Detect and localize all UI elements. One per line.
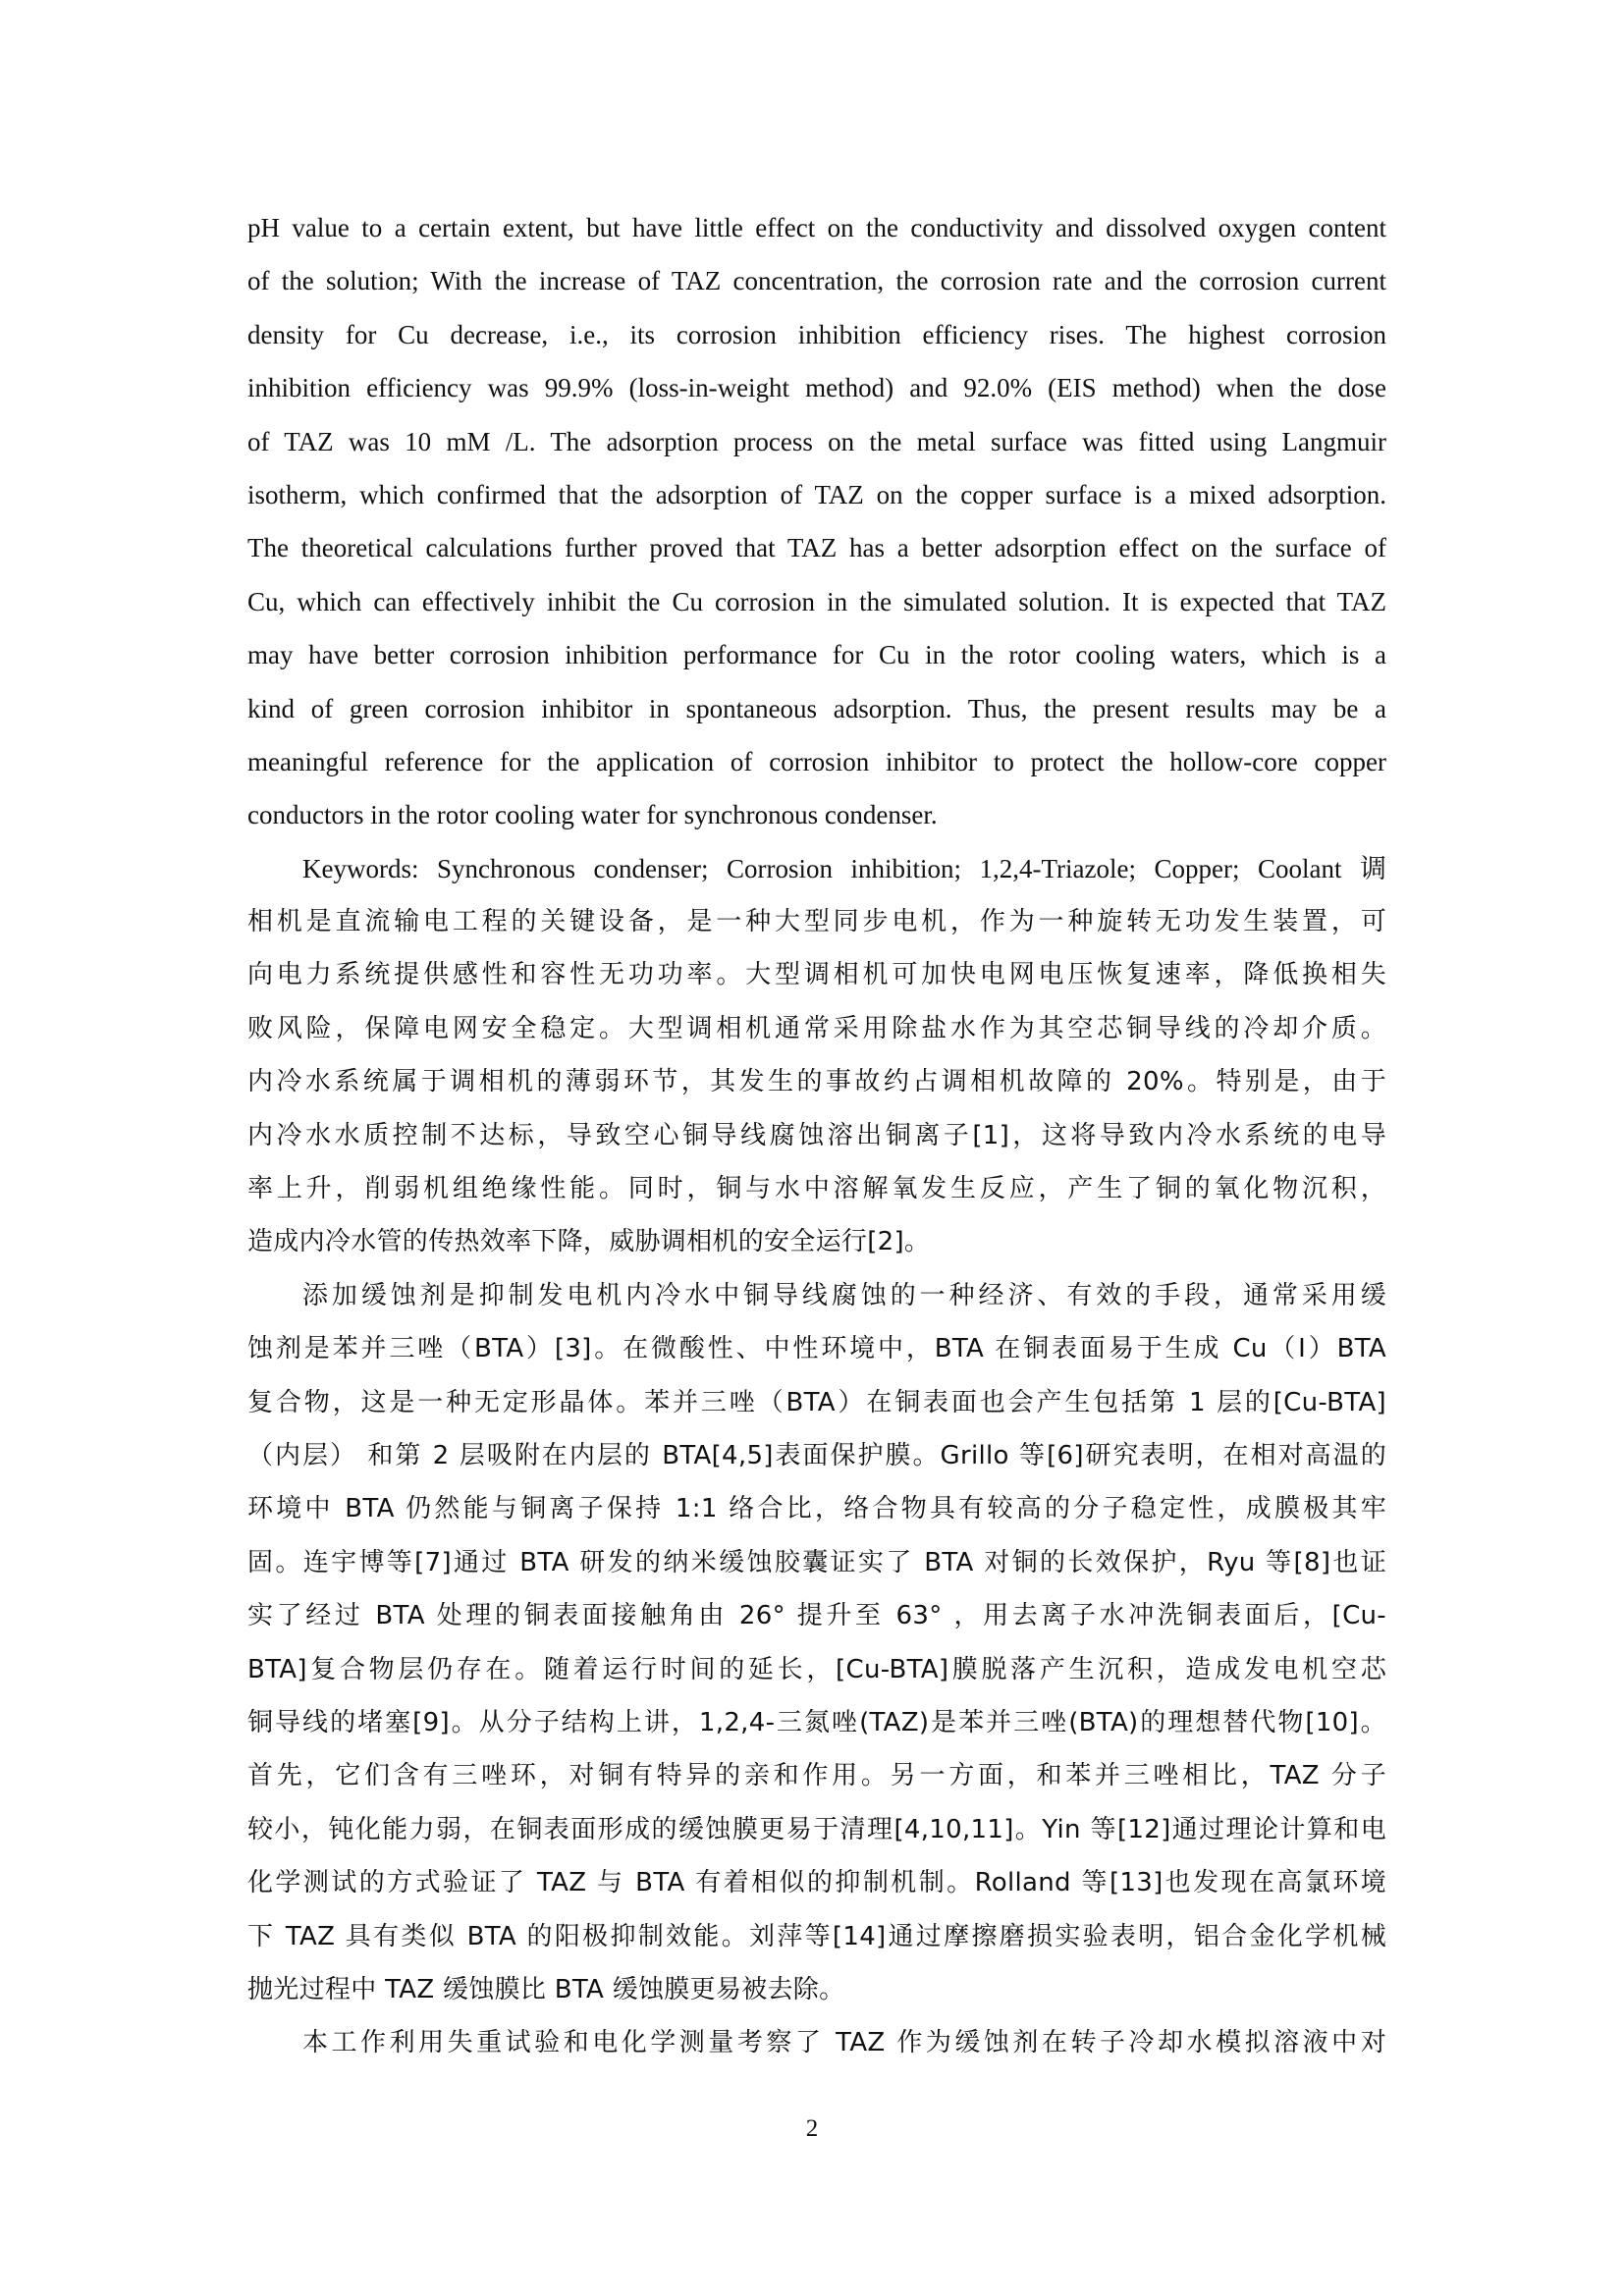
paragraph-line: 蚀剂是苯并三唑（BTA）[3]。在微酸性、中性环境中，BTA 在铜表面易于生成 Cu（I）BTA xyxy=(247,1334,1386,1364)
paragraph-line: 败风险，保障电网安全稳定。大型调相机通常采用除盐水作为其空芯铜导线的冷却介质。 xyxy=(247,1013,1386,1043)
paragraph-line: 首先，它们含有三唑环，对铜有特异的亲和作用。另一方面，和苯并三唑相比，TAZ 分子 xyxy=(247,1761,1386,1791)
intro-paragraph-1 xyxy=(247,895,1386,1269)
paragraph-line: 实了经过 BTA 处理的铜表面接触角由 26° 提升至 63° ，用去离子水冲洗铜表面后，[Cu- xyxy=(247,1601,1386,1631)
paragraph-line: 化学测试的方式验证了 TAZ 与 BTA 有着相似的抑制机制。Rolland 等[13]也发现在高氯环境 xyxy=(247,1868,1386,1898)
paragraph-line: 率上升，削弱机组绝缘性能。同时，铜与水中溶解氧发生反应，产生了铜的氧化物沉积， xyxy=(247,1174,1386,1204)
intro-paragraph-3 xyxy=(247,2016,1386,2069)
abstract-line: conductors in the rotor cooling water for synchronous condenser. xyxy=(247,800,938,830)
paragraph-line: 环境中 BTA 仍然能与铜离子保持 1:1 络合比，络合物具有较高的分子稳定性，成膜极其牢 xyxy=(247,1494,1386,1524)
intro-paragraph-2 xyxy=(247,1269,1386,2016)
paragraph-line: 抛光过程中 TAZ 缓蚀膜比 BTA 缓蚀膜更易被去除。 xyxy=(247,1974,845,2004)
abstract-line: The theoretical calculations further proved that TAZ has a better adsorption effect on the surface of xyxy=(247,533,1386,563)
paragraph-line: 添加缓蚀剂是抑制发电机内冷水中铜导线腐蚀的一种经济、有效的手段，通常采用缓 xyxy=(302,1280,1386,1310)
paragraph-line: 内冷水系统属于调相机的薄弱环节，其发生的事故约占调相机故障的 20%。特别是，由于 xyxy=(247,1067,1386,1097)
abstract-line: of the solution; With the increase of TAZ concentration, the corrosion rate and the corrosion current xyxy=(247,266,1386,296)
paragraph-line: 造成内冷水管的传热效率下降，威胁调相机的安全运行[2]。 xyxy=(247,1227,931,1257)
paragraph-line: （内层） 和第 2 层吸附在内层的 BTA[4,5]表面保护膜。Grillo 等[6]研究表明，在相对高温的 xyxy=(247,1440,1386,1470)
paragraph-line: 内冷水水质控制不达标，导致空心铜导线腐蚀溶出铜离子[1]，这将导致内冷水系统的电导 xyxy=(247,1120,1386,1150)
page-number: 2 xyxy=(805,2115,819,2142)
abstract-paragraph xyxy=(247,201,1386,842)
paragraph-line: 向电力系统提供感性和容性无功功率。大型调相机可加快电网电压恢复速率，降低换相失 xyxy=(247,960,1386,990)
paragraph-line: 相机是直流输电工程的关键设备，是一种大型同步电机，作为一种旋转无功发生装置，可 xyxy=(247,907,1386,937)
abstract-line: pH value to a certain extent, but have little effect on the conductivity and dissolved oxygen content xyxy=(247,213,1386,242)
abstract-line: isotherm, which confirmed that the adsorption of TAZ on the copper surface is a mixed adsorption. xyxy=(247,479,1386,509)
paragraph-line: BTA]复合物层仍存在。随着运行时间的延长，[Cu-BTA]膜脱落产生沉积，造成发电机空芯 xyxy=(247,1654,1386,1684)
abstract-line: of TAZ was 10 mM /L. The adsorption process on the metal surface was fitted using Langmuir xyxy=(247,426,1386,456)
abstract-line: density for Cu decrease, i.e., its corrosion inhibition efficiency rises. The highest corrosion xyxy=(247,319,1386,349)
abstract-line: may have better corrosion inhibition performance for Cu in the rotor cooling waters, which is a xyxy=(247,640,1386,670)
paper-body xyxy=(247,201,1386,2070)
abstract-line: Cu, which can effectively inhibit the Cu corrosion in the simulated solution. It is expected that TAZ xyxy=(247,586,1386,616)
keywords-line: Keywords: Synchronous condenser; Corrosion inhibition; 1,2,4-Triazole; Copper; Coolant 调 xyxy=(302,853,1386,883)
paragraph-line: 复合物，这是一种无定形晶体。苯并三唑（BTA）在铜表面也会产生包括第 1 层的[Cu-BTA] xyxy=(247,1387,1386,1417)
paragraph-line: 本工作利用失重试验和电化学测量考察了 TAZ 作为缓蚀剂在转子冷却水模拟溶液中对 xyxy=(302,2028,1386,2058)
abstract-line: inhibition efficiency was 99.9% (loss-in-weight method) and 92.0% (EIS method) when the dose xyxy=(247,373,1386,403)
abstract-line: kind of green corrosion inhibitor in spontaneous adsorption. Thus, the present results may be a xyxy=(247,693,1386,723)
paragraph-line: 固。连宇博等[7]通过 BTA 研发的纳米缓蚀胶囊证实了 BTA 对铜的长效保护，Ryu 等[8]也证 xyxy=(247,1547,1386,1577)
paragraph-line: 铜导线的堵塞[9]。从分子结构上讲，1,2,4-三氮唑(TAZ)是苯并三唑(BTA)的理想替代物[10]。 xyxy=(247,1707,1386,1737)
abstract-line: meaningful reference for the application of corrosion inhibitor to protect the hollow-core copper xyxy=(247,746,1386,776)
paragraph-line: 较小，钝化能力弱，在铜表面形成的缓蚀膜更易于清理[4,10,11]。Yin 等[12]通过理论计算和电 xyxy=(247,1814,1386,1844)
paragraph-line: 下 TAZ 具有类似 BTA 的阳极抑制效能。刘萍等[14]通过摩擦磨损实验表明，铝合金化学机械 xyxy=(247,1921,1386,1951)
